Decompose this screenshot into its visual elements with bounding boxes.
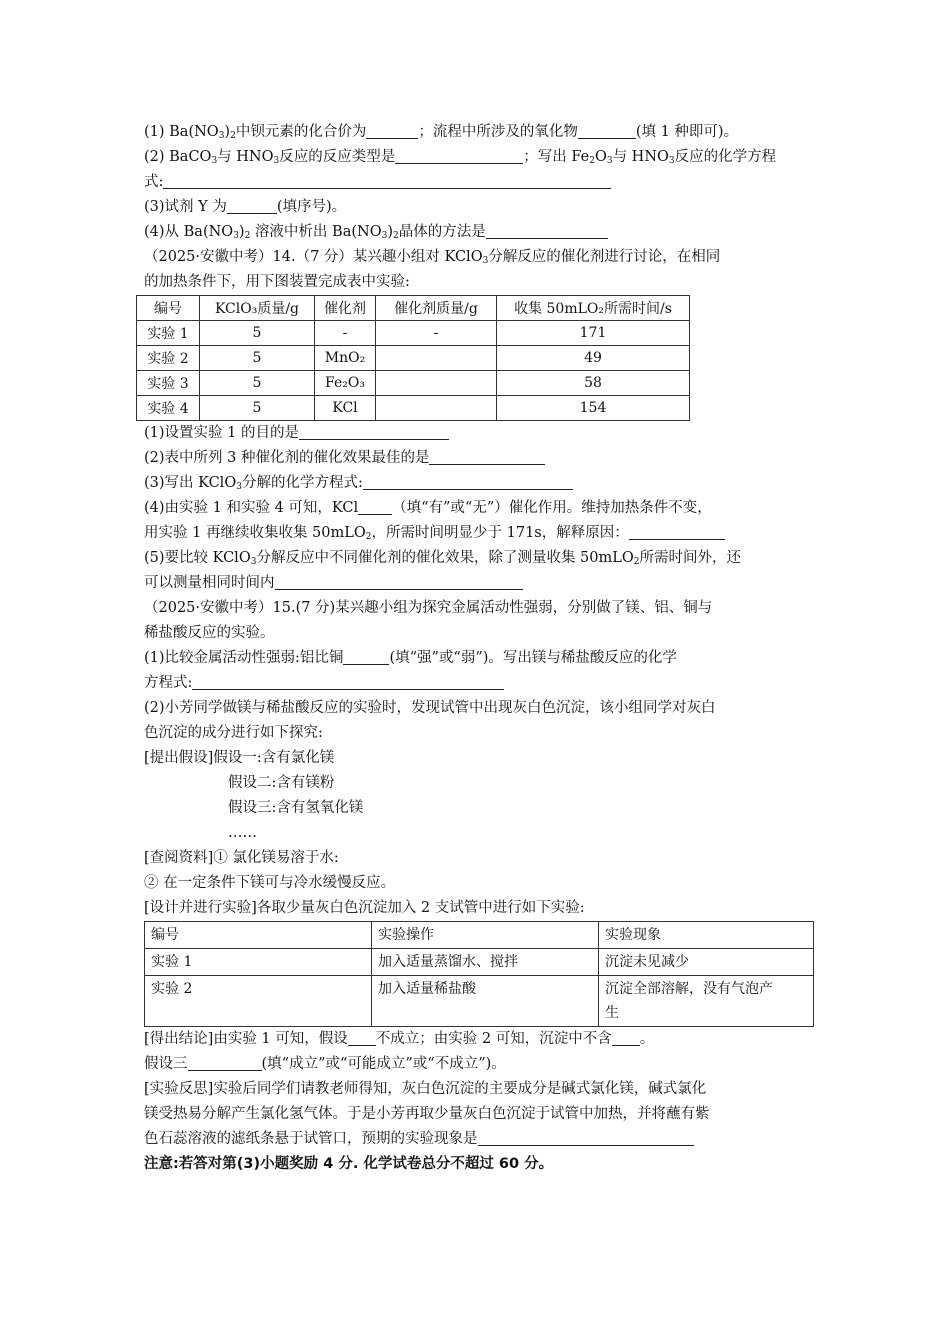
q14-intro: （2025·安徽中考）14.（7 分）某兴趣小组对 KClO$_3$分解反应的催化剂进行讨论，在相同 (144, 249, 721, 266)
table-row (137, 321, 690, 346)
table-header-cell: 收集 50mLO₂所需时间/s (497, 296, 690, 321)
table-cell: 5 (200, 371, 315, 396)
table-cell: 加入适量稀盐酸 (372, 976, 599, 1027)
table-cell[interactable] (376, 396, 497, 421)
table-cell: Fe₂O₃ (315, 371, 376, 396)
table-cell: 实验 4 (137, 396, 200, 421)
q15-part1: (1)比较金属活动性强弱:铝比铜 (填“强”或“弱”)。写出镁与稀盐酸反应的化学 (144, 650, 677, 666)
table-cell: 5 (200, 396, 315, 421)
q14-part1: (1)设置实验 1 的目的是 (144, 421, 814, 446)
q14-part3: (3)写出 KClO$_3$分解的化学方程式: (144, 471, 814, 496)
table-row (137, 396, 690, 421)
table-cell: 实验 3 (137, 371, 200, 396)
q13-part1: (1) $Ba(NO_3)_2$中钡元素的化合价为 ；流程中所涉及的氧化物 (填 1 种即可)。 (144, 124, 739, 141)
answer-blank[interactable] (275, 574, 523, 590)
q14-intro-cont: 的加热条件下，用下图装置完成表中实验: (144, 274, 410, 290)
reflection-cont: 镁受热易分解产生氯化氢气体。于是小芳再取少量灰白色沉淀于试管中加热，并将蘸有紫 (144, 1106, 710, 1122)
answer-blank[interactable] (348, 1030, 376, 1046)
hypothesis-1: [提出假设]假设一:含有氯化镁 (144, 750, 335, 766)
table-cell[interactable] (376, 371, 497, 396)
answer-blank[interactable] (299, 424, 449, 440)
q14-part4: (4)由实验 1 和实验 4 可知，KCl （填“有”或“无”）催化作用。维持加热条件不变， (144, 500, 712, 516)
table-cell: 实验 2 (137, 346, 200, 371)
q14-table (136, 295, 690, 421)
q13-part2-cont: 式: (144, 170, 814, 195)
answer-blank[interactable] (343, 649, 389, 665)
answer-blank[interactable] (163, 173, 611, 189)
table-header-row (145, 922, 814, 949)
table-cell: - (376, 321, 497, 346)
q14-part5-cont: 可以测量相同时间内 (144, 571, 814, 596)
table-cell: 58 (497, 371, 690, 396)
answer-blank[interactable] (629, 524, 725, 540)
q15-table (144, 921, 814, 1027)
answer-blank[interactable] (188, 1055, 262, 1071)
table-cell: 实验 1 (145, 949, 372, 976)
table-cell: 5 (200, 346, 315, 371)
table-cell (599, 976, 814, 1027)
q15-part2-cont: 色沉淀的成分进行如下探究: (144, 725, 323, 741)
hypothesis-3-conclusion: 假设三 (填“成立”或“可能成立”或“不成立”)。 (144, 1056, 506, 1072)
table-cell: 49 (497, 346, 690, 371)
table-row (137, 371, 690, 396)
answer-blank[interactable] (612, 1030, 640, 1046)
answer-blank[interactable] (227, 198, 277, 214)
hypothesis-ellipsis: …… (228, 825, 257, 841)
document-page (144, 120, 814, 1177)
table-cell-text: 生 (605, 1005, 619, 1021)
hypothesis-2: 假设二:含有镁粉 (228, 775, 335, 791)
table-cell: KCl (315, 396, 376, 421)
table-cell: MnO₂ (315, 346, 376, 371)
q15-part2: (2)小芳同学做镁与稀盐酸反应的实验时，发现试管中出现灰白色沉淀，该小组同学对灰白 (144, 700, 716, 716)
table-cell-text: 沉淀全部溶解，没有气泡产 (605, 981, 773, 997)
q13-part3: (3)试剂 Y 为 (填序号)。 (144, 199, 347, 215)
q15-intro: （2025·安徽中考）15.(7 分)某兴趣小组为探究金属活动性强弱，分别做了镁、铝、铜与 (144, 600, 713, 616)
reflection: [实验反思]实验后同学们请教老师得知，灰白色沉淀的主要成分是碱式氯化镁，碱式氯化 (144, 1081, 707, 1097)
q13-part4: (4)从 $Ba(NO_3)_2$ 溶液中析出 $Ba(NO_3)_2$晶体的方法是 (144, 220, 814, 245)
table-header-cell: 催化剂质量/g (376, 296, 497, 321)
q13-part2: (2) BaCO$_3$与 $HNO_3$反应的反应类型是 ；写出 $Fe_2O_3$与 $HNO_3$反应的化学方程 (144, 149, 777, 166)
q14-part5: (5)要比较 KClO$_3$分解反应中不同催化剂的催化效果，除了测量收集 50mLO$_2$所需时间外，还 (144, 550, 742, 567)
table-row (137, 346, 690, 371)
table-header-cell: KClO₃质量/g (200, 296, 315, 321)
conclusion: [得出结论]由实验 1 可知，假设 不成立；由实验 2 可知，沉淀中不含 。 (144, 1031, 655, 1047)
answer-blank[interactable] (486, 223, 608, 239)
reflection-cont-2: 色石蕊溶液的滤纸条悬于试管口，预期的实验现象是 (144, 1127, 814, 1152)
q14-part2: (2)表中所列 3 种催化剂的催化效果最佳的是 (144, 446, 814, 471)
table-row (145, 976, 814, 1027)
bonus-note: 注意:若答对第(3)小题奖励 4 分. 化学试卷总分不超过 60 分。 (144, 1156, 554, 1172)
table-cell: 154 (497, 396, 690, 421)
answer-blank[interactable] (366, 123, 418, 139)
hypothesis-3: 假设三:含有氢氧化镁 (228, 800, 364, 816)
table-header-row (137, 296, 690, 321)
answer-blank[interactable] (478, 1130, 694, 1146)
table-row (145, 949, 814, 976)
table-cell: 加入适量蒸馏水、搅拌 (372, 949, 599, 976)
table-header-cell: 催化剂 (315, 296, 376, 321)
answer-blank[interactable] (395, 148, 523, 164)
table-cell: 实验 1 (137, 321, 200, 346)
q15-part1-cont: 方程式: (144, 671, 814, 696)
table-header-cell: 实验现象 (599, 922, 814, 949)
answer-blank[interactable] (578, 123, 636, 139)
table-header-cell: 编号 (145, 922, 372, 949)
answer-blank[interactable] (358, 499, 392, 515)
table-header-cell: 编号 (137, 296, 200, 321)
table-cell: 171 (497, 321, 690, 346)
reference-2: ② 在一定条件下镁可与冷水缓慢反应。 (144, 875, 396, 891)
table-header-cell: 实验操作 (372, 922, 599, 949)
answer-blank[interactable] (192, 674, 504, 690)
table-cell: 沉淀未见减少 (599, 949, 814, 976)
q14-part4-cont: 用实验 1 再继续收集收集 50mLO$_2$，所需时间明显少于 171s，解释原因： (144, 521, 814, 546)
answer-blank[interactable] (429, 449, 545, 465)
q15-intro-cont: 稀盐酸反应的实验。 (144, 625, 275, 641)
table-cell: - (315, 321, 376, 346)
table-cell: 5 (200, 321, 315, 346)
experiment-design: [设计并进行实验]各取少量灰白色沉淀加入 2 支试管中进行如下实验: (144, 900, 585, 916)
reference-1: [查阅资料]① 氯化镁易溶于水: (144, 850, 339, 866)
table-cell: 实验 2 (145, 976, 372, 1027)
table-cell[interactable] (376, 346, 497, 371)
answer-blank[interactable] (363, 474, 573, 490)
